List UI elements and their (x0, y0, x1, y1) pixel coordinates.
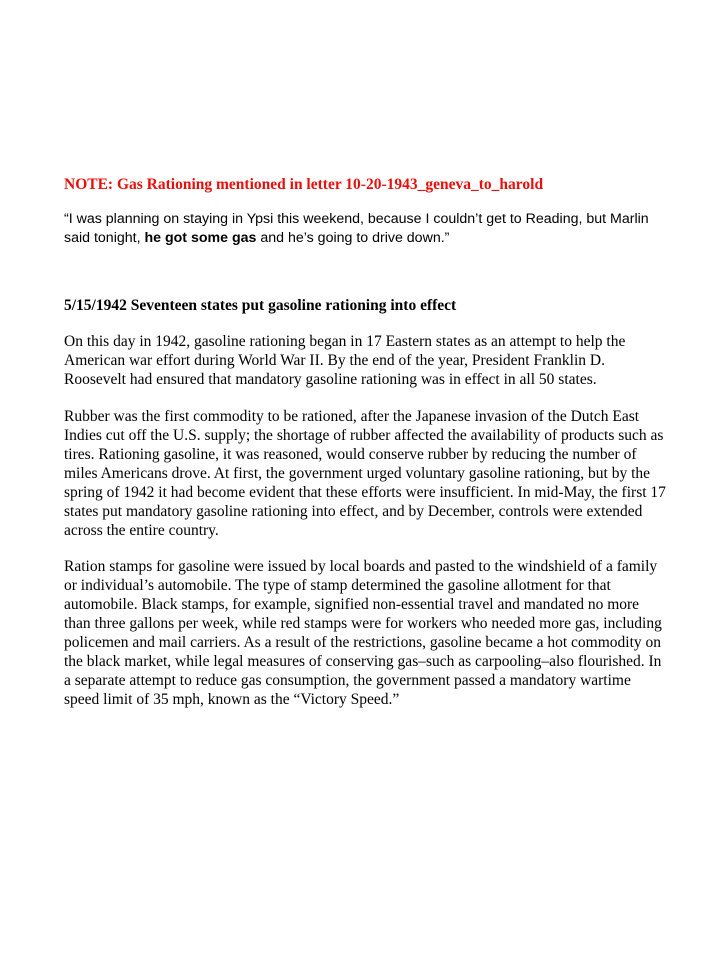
paragraph-2-line: tires. Rationing gasoline, it was reasoned, would conserve rubber by reducing the number of (64, 446, 637, 463)
paragraph-3-line: than three gallons per week, while red stamps were for workers who needed more gas, including (64, 615, 662, 632)
paragraph-2-line: states put mandatory gasoline rationing into effect, and by December, controls were extended (64, 503, 643, 520)
paragraph-2-line: Indies cut off the U.S. supply; the shortage of rubber affected the availability of products such as (64, 427, 664, 444)
paragraph-3-line: automobile. Black stamps, for example, signified non-essential travel and mandated no more (64, 596, 640, 613)
paragraph-3-line: speed limit of 35 mph, known as the “Victory Speed.” (64, 691, 400, 708)
paragraph-2-line: spring of 1942 it had become evident that these efforts were insufficient. In mid-May, the first 17 (64, 484, 666, 501)
paragraph-1-line: Roosevelt had ensured that mandatory gasoline rationing was in effect in all 50 states. (64, 371, 597, 388)
paragraph-1-line: On this day in 1942, gasoline rationing began in 17 Eastern states as an attempt to help the (64, 333, 626, 350)
quote-text: and he’s going to drive down.” (256, 230, 450, 246)
note-header: NOTE: Gas Rationing mentioned in letter 10-20-1943_geneva_to_harold (64, 176, 544, 193)
paragraph-2-line: Rubber was the first commodity to be rationed, after the Japanese invasion of the Dutch East (64, 408, 640, 425)
paragraph-3-line: a separate attempt to reduce gas consumption, the government passed a mandatory wartime (64, 672, 631, 689)
paragraph-3-line: the black market, while legal measures of conserving gas–such as carpooling–also flourished. In (64, 653, 662, 670)
paragraph-3-line: policemen and mail carriers. As a result of the restrictions, gasoline became a hot commodity on (64, 634, 661, 651)
paragraph-1-line: American war effort during World War II. By the end of the year, President Franklin D. (64, 352, 605, 369)
paragraph-3-line: or individual’s automobile. The type of stamp determined the gasoline allotment for that (64, 577, 611, 594)
quote-emphasis: he got some gas (144, 230, 257, 246)
paragraph-2-line: across the entire country. (64, 522, 219, 539)
quote-line-2 (64, 230, 449, 246)
article-heading: 5/15/1942 Seventeen states put gasoline rationing into effect (64, 297, 457, 314)
paragraph-2-line: miles Americans drove. At first, the government urged voluntary gasoline rationing, but by the (64, 465, 651, 482)
quote-text: said tonight, (64, 230, 145, 246)
paragraph-3-line: Ration stamps for gasoline were issued by local boards and pasted to the windshield of a family (64, 558, 658, 575)
quote-line-1: “I was planning on staying in Ypsi this weekend, because I couldn’t get to Reading, but Marlin (64, 211, 649, 227)
